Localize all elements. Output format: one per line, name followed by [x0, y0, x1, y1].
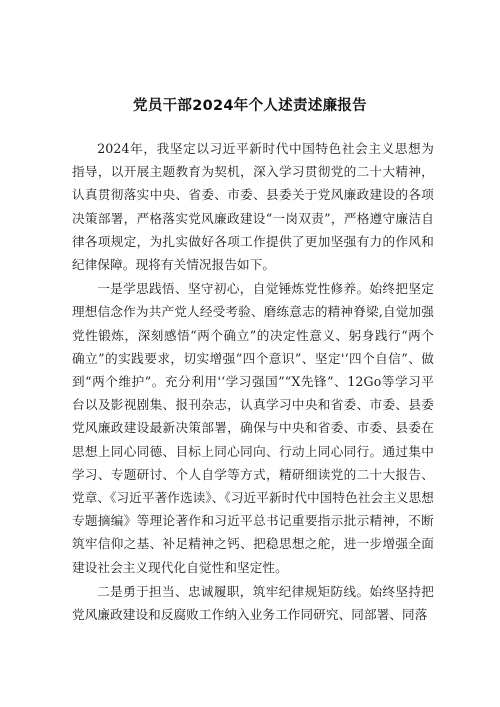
paragraph-section-two: 二是勇于担当、忠诚履职，筑牢纪律规矩防线。始终坚持把党风廉政建设和反腐败工作纳入业务工作同研究、同部署、同落	[72, 583, 434, 623]
paragraph-intro: 2024年，我坚定以习近平新时代中国特色社会主义思想为指导，以开展主题教育为契机，深入学习贯彻党的二十大精神，认真贯彻落实中央、省委、市委、县委关于党风廉政建设的各项决策部署，严格落实党风廉政建设“一岗双责”，严格遵守廉洁自律各项规定，为扎实做好各项工作提供了更加坚强有力的作风和纪律保障。现将有关情况报告如下。	[72, 141, 434, 273]
paragraph-section-one: 一是学思践悟、坚守初心，自觉锤炼党性修养。始终把坚定理想信念作为共产党人经受考验、磨练意志的精神脊梁,自觉加强党性锻炼，深刻感悟“两个确立”的决定性意义、躬身践行“两个确立”的实践要求，切实增强“四个意识”、坚定'‘四个自信”、做到“两个维护”。充分利用'‘学习强国”“X先锋”、12Go等学习平台以及影视剧集、报刊杂志，认真学习中央和省委、市委、县委党风廉政建设最新决策部署，确保与中央和省委、市委、县委在思想上同心同德、目标上同心同向、行动上同心同行。通过集中学习、专题研讨、个人自学等方式，精研细读党的二十大报告、党章、《习近平著作选读》、《习近平新时代中国特色社会主义思想专题摘编》等理论著作和习近平总书记重要指示批示精神，不断筑牢信仰之基、补足精神之钙、把稳思想之舵，进一步增强全面建设社会主义现代化自觉性和坚定性。	[72, 281, 434, 575]
document-body	[72, 137, 434, 626]
document-title: 党员干部2024年个人述责述廉报告	[133, 98, 367, 114]
